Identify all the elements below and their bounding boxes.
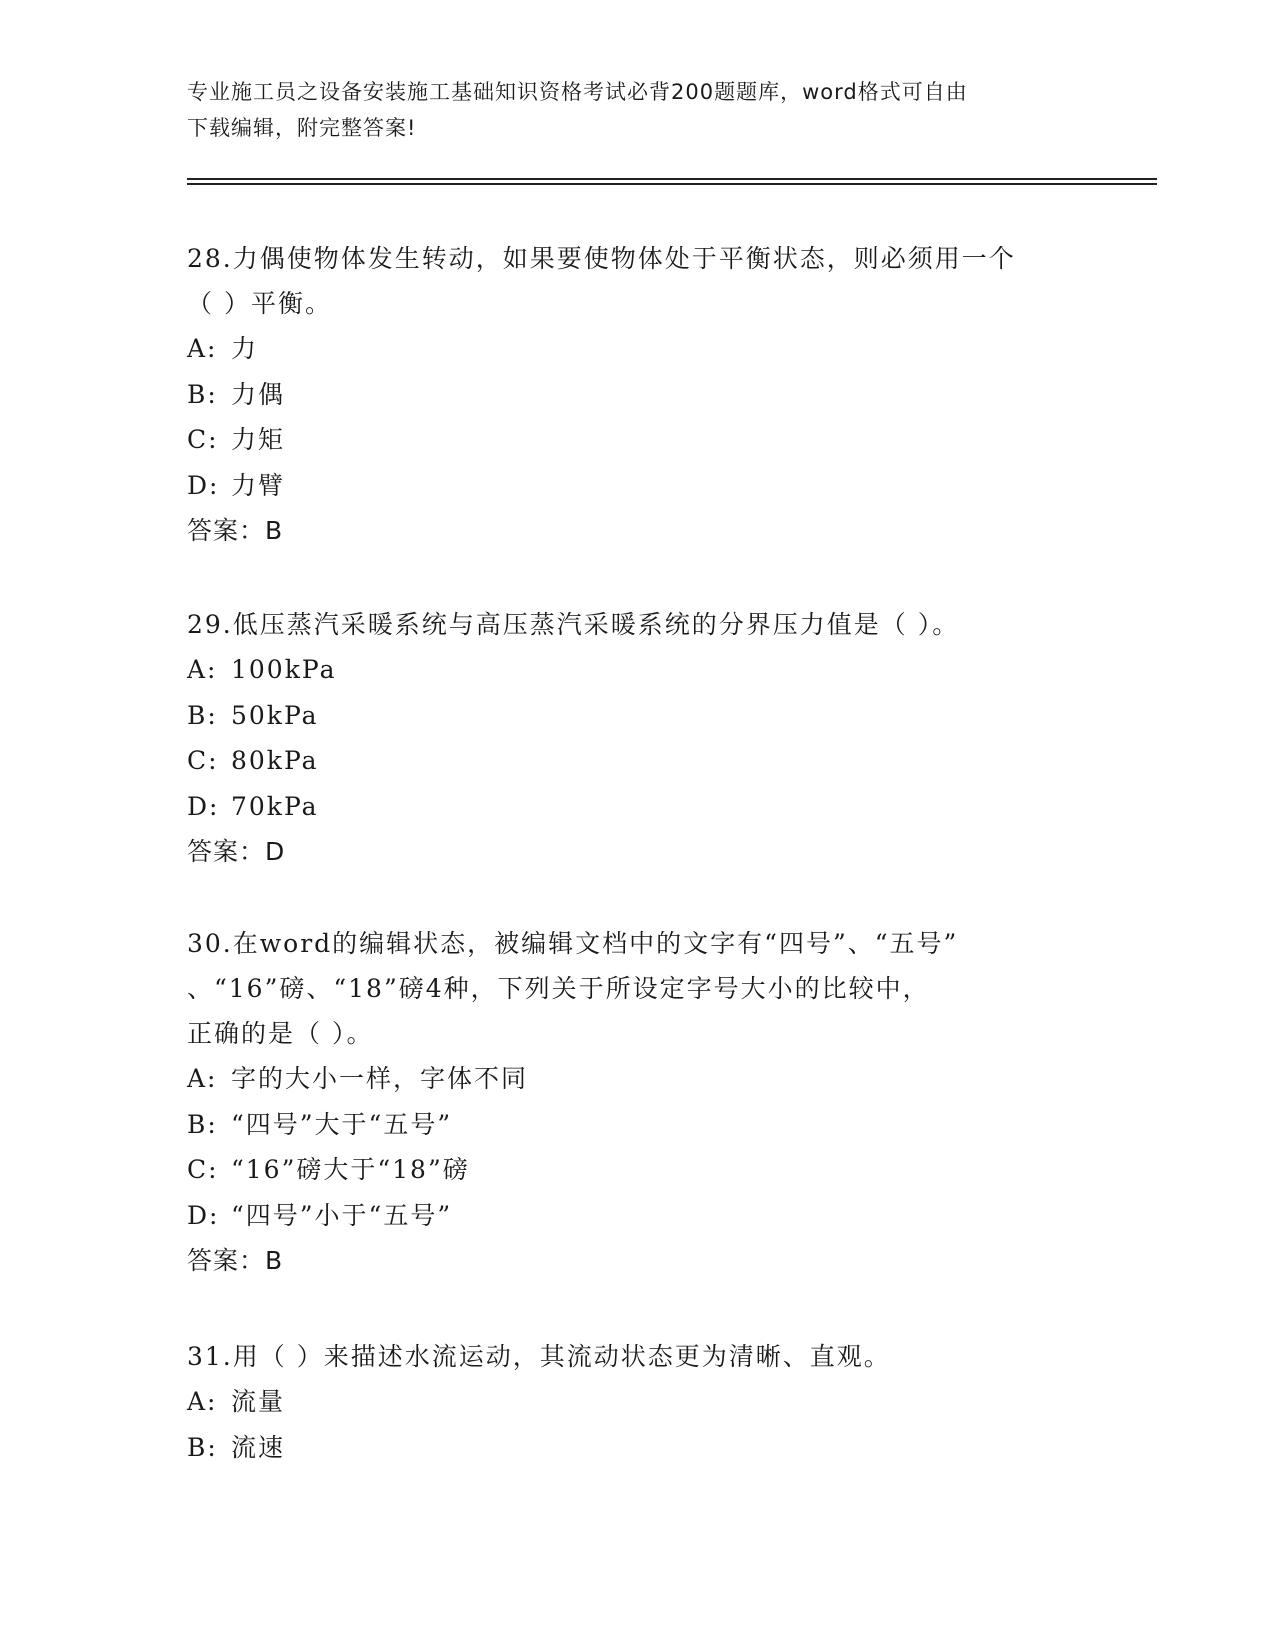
option-b [187,1425,1087,1471]
option-text: 力 [231,334,259,363]
option-text: “16”磅大于“18”磅 [231,1155,470,1184]
answer-line: 答案：D [187,837,286,866]
option-letter: B: [187,1432,218,1462]
option-a [187,1056,1087,1102]
option-text: 流速 [231,1432,286,1462]
question-29 [187,602,1087,874]
option-d [187,784,1087,830]
question-stem-line: 30.在word的编辑状态，被编辑文档中的文字有“四号”、“五号” [187,929,959,958]
option-letter: C: [187,425,219,454]
option-d [187,1193,1087,1239]
option-letter: B: [187,700,218,730]
option-text: “四号”大于“五号” [231,1109,453,1139]
option-letter: B: [187,379,218,409]
header-divider-top [187,178,1157,180]
option-c [187,417,1087,463]
option-d [187,463,1087,509]
option-text: 字的大小一样，字体不同 [231,1064,529,1093]
option-text: “四号”小于“五号” [231,1200,453,1230]
option-text: 50kPa [231,700,319,730]
option-letter: D: [187,791,220,821]
option-text: 80kPa [231,746,319,775]
option-c [187,1147,1087,1193]
option-a [187,1379,1087,1425]
option-c [187,738,1087,784]
question-31 [187,1334,1087,1470]
option-text: 100kPa [231,655,337,684]
option-text: 力矩 [231,425,286,454]
option-a [187,326,1087,372]
answer-line: 答案：B [187,516,284,545]
document-header [187,74,1067,146]
option-text: 70kPa [231,791,319,821]
answer-line: 答案：B [187,1246,284,1275]
option-b [187,1102,1087,1148]
option-letter: A: [187,334,218,363]
question-stem-line: 31.用（ ）来描述水流运动，其流动状态更为清晰、直观。 [187,1342,891,1371]
option-text: 力臂 [231,470,286,500]
question-stem-line: 28.力偶使物体发生转动，如果要使物体处于平衡状态，则必须用一个 [187,244,1016,273]
header-line-1: 专业施工员之设备安装施工基础知识资格考试必背200题题库，word格式可自由 [187,80,968,104]
option-letter: A: [187,1387,218,1416]
question-30 [187,921,1087,1283]
option-b [187,372,1087,418]
question-stem-line: 29.低压蒸汽采暖系统与高压蒸汽采暖系统的分界压力值是（ ）。 [187,610,960,639]
question-stem-line: 正确的是（ ）。 [187,1019,374,1048]
option-b [187,693,1087,739]
option-letter: A: [187,655,218,684]
question-stem-line: （ ）平衡。 [187,289,332,318]
option-letter: A: [187,1064,218,1093]
option-text: 流量 [231,1387,286,1416]
header-line-2: 下载编辑，附完整答案! [187,116,417,140]
option-letter: C: [187,1155,219,1184]
option-a [187,647,1087,693]
option-letter: D: [187,1200,220,1230]
option-letter: B: [187,1109,218,1139]
question-28 [187,236,1087,553]
option-text: 力偶 [231,379,286,409]
option-letter: C: [187,746,219,775]
header-divider-bottom [187,183,1157,185]
option-letter: D: [187,470,220,500]
question-stem-line: 、“16”磅、“18”磅4种，下列关于所设定字号大小的比较中， [187,974,930,1003]
